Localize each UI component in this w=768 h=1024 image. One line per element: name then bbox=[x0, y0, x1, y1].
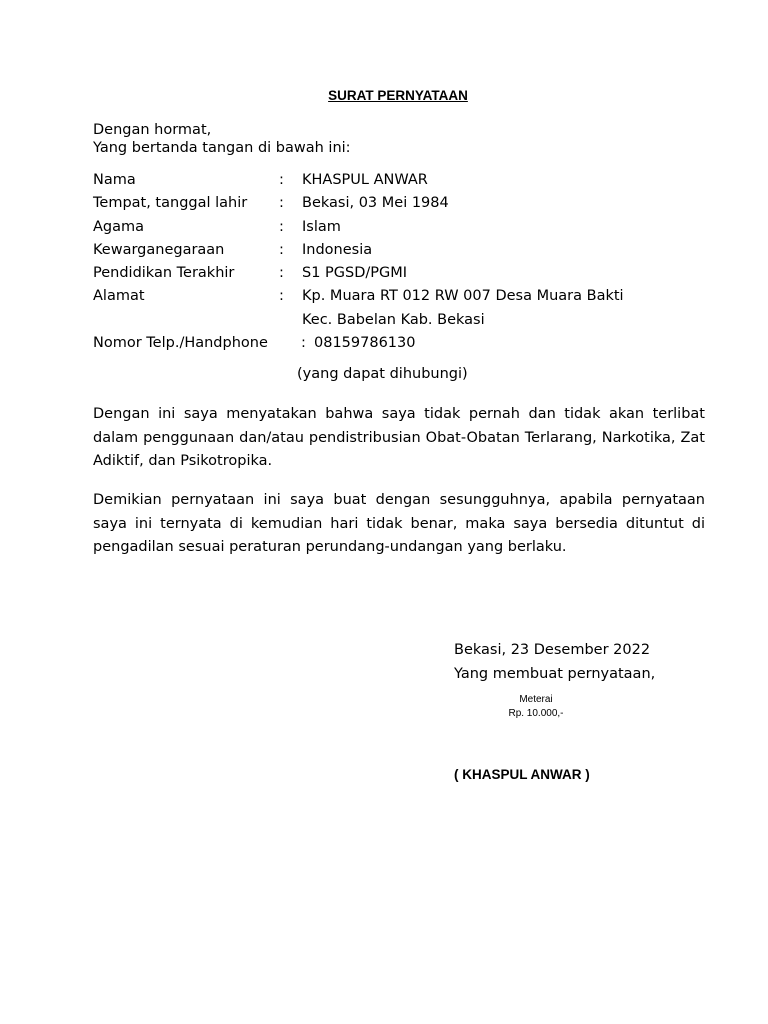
field-label: Pendidikan Terakhir bbox=[93, 265, 235, 281]
field-label: Agama bbox=[93, 219, 145, 235]
field-label: Kewarganegaraan bbox=[93, 242, 225, 258]
field-colon: : bbox=[279, 288, 284, 304]
field-value: Bekasi, 03 Mei 1984 bbox=[302, 195, 449, 211]
greeting-salutation: Dengan hormat, bbox=[93, 122, 212, 138]
signature-place-date: Bekasi, 23 Desember 2022 bbox=[454, 642, 651, 658]
field-colon: : bbox=[301, 335, 306, 351]
field-colon: : bbox=[279, 265, 284, 281]
signer-name: ( KHASPUL ANWAR ) bbox=[454, 767, 590, 782]
field-value: 08159786130 bbox=[314, 335, 416, 351]
closing-paragraph: Demikian pernyataan ini saya buat dengan sesungguhnya, apabila pernyataan saya ini ternyata di kemudian hari tidak benar, maka saya bersedia dituntut di pengadilan sesuai peraturan perundang-undangan yang berlaku. bbox=[93, 492, 705, 555]
field-value: Kp. Muara RT 012 RW 007 Desa Muara Bakti bbox=[302, 288, 624, 304]
field-value-continuation: Kec. Babelan Kab. Bekasi bbox=[302, 312, 485, 328]
signature-maker-label: Yang membuat pernyataan, bbox=[454, 666, 656, 682]
field-label: Nama bbox=[93, 172, 136, 188]
field-value: KHASPUL ANWAR bbox=[302, 172, 428, 188]
field-value: Indonesia bbox=[302, 242, 373, 258]
document-title: SURAT PERNYATAAN bbox=[328, 88, 468, 103]
field-label: Tempat, tanggal lahir bbox=[93, 195, 248, 211]
materai-label: Meterai bbox=[519, 694, 553, 705]
field-value: S1 PGSD/PGMI bbox=[302, 265, 408, 281]
field-colon: : bbox=[279, 195, 284, 211]
field-colon: : bbox=[279, 219, 284, 235]
materai-value: Rp. 10.000,- bbox=[508, 708, 564, 719]
greeting-intro: Yang bertanda tangan di bawah ini: bbox=[93, 140, 351, 156]
field-label: Alamat bbox=[93, 288, 145, 304]
materai-stamp bbox=[496, 693, 576, 721]
field-label: Nomor Telp./Handphone bbox=[93, 335, 268, 351]
field-colon: : bbox=[279, 242, 284, 258]
statement-paragraph: Dengan ini saya menyatakan bahwa saya tidak pernah dan tidak akan terlibat dalam penggunaan dan/atau pendistribusian Obat-Obatan Terlarang, Narkotika, Zat Adiktif, dan Psikotropika. bbox=[93, 406, 705, 469]
greeting bbox=[93, 121, 351, 157]
field-colon: : bbox=[279, 172, 284, 188]
field-value: Islam bbox=[302, 219, 341, 235]
phone-note: (yang dapat dihubungi) bbox=[297, 366, 468, 382]
